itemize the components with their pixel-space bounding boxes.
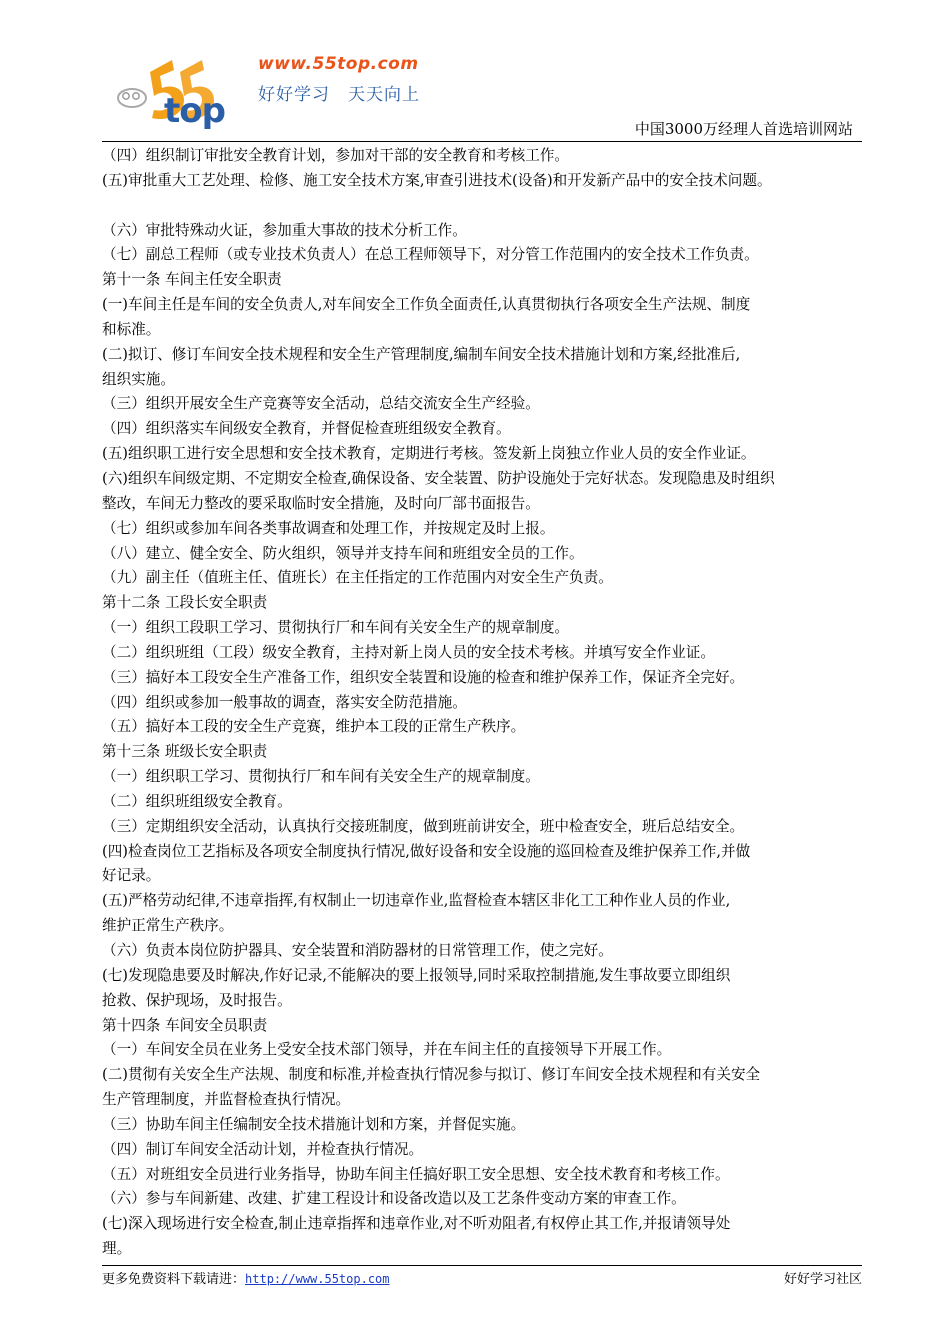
paragraph-line: （三）协助车间主任编制安全技术措施计划和方案，并督促实施。 (102, 1115, 526, 1133)
footer-download-note (102, 1268, 390, 1287)
paragraph-line: （四）组织落实车间级安全教育，并督促检查班组级安全教育。 (102, 420, 511, 438)
paragraph-line: (七)深入现场进行安全检查,制止违章指挥和违章作业,对不听劝阻者,有权停止其工作,并报请领导处 (102, 1215, 731, 1233)
paragraph-line: 整改，车间无力整改的要采取临时安全措施，及时向厂部书面报告。 (102, 494, 540, 512)
paragraph-line: (六)组织车间级定期、不定期安全检查,确保设备、安全装置、防护设施处于完好状态。发现隐患及时组织 (102, 469, 775, 487)
paragraph-line: （二）组织班组级安全教育。 (102, 792, 292, 810)
paragraph-line: （四）组织或参加一般事故的调查，落实安全防范措施。 (102, 693, 467, 711)
paragraph-line: 维护正常生产秩序。 (102, 917, 234, 935)
paragraph-line: （四）制订车间安全活动计划，并检查执行情况。 (102, 1140, 424, 1158)
paragraph-line: (四)检查岗位工艺指标及各项安全制度执行情况,做好设备和安全设施的巡回检查及维护保养工作,并做 (102, 842, 751, 860)
paragraph-line: (五)审批重大工艺处理、检修、施工安全技术方案,审查引进技术(设备)和开发新产品中的安全技术问题。 (102, 171, 772, 189)
footer-divider (102, 1265, 862, 1266)
paragraph-line: （六）参与车间新建、改建、扩建工程设计和设备改造以及工艺条件变动方案的审查工作。 (102, 1190, 686, 1208)
logo-mark-icon (110, 52, 260, 134)
paragraph-line: 和标准。 (102, 320, 161, 338)
blank-line (102, 194, 864, 219)
paragraph-line: （八）建立、健全安全、防火组织，领导并支持车间和班组安全员的工作。 (102, 544, 584, 562)
paragraph-line: （六）审批特殊动火证，参加重大事故的技术分析工作。 (102, 221, 467, 239)
paragraph-line: 组织实施。 (102, 370, 175, 388)
paragraph-line: (七)发现隐患要及时解决,作好记录,不能解决的要上报领导,同时采取控制措施,发生事故要立即组织 (102, 966, 731, 984)
paragraph-line: (一)车间主任是车间的安全负责人,对车间安全工作负全面责任,认真贯彻执行各项安全生产法规、制度 (102, 296, 751, 314)
section-heading: 第十四条 车间安全员职责 (102, 1016, 268, 1034)
paragraph-line: (二)贯彻有关安全生产法规、制度和标准,并检查执行情况参与拟订、修订车间安全技术规程和有关安全 (102, 1066, 761, 1084)
paragraph-line: （二）组织班组（工段）级安全教育，主持对新上岗人员的安全技术考核。并填写安全作业证。 (102, 643, 715, 661)
svg-text:top: top (164, 91, 225, 131)
paragraph-line: （一）组织工段职工学习、贯彻执行厂和车间有关安全生产的规章制度。 (102, 619, 570, 637)
paragraph-line: 理。 (102, 1240, 132, 1258)
section-heading: 第十三条 班级长安全职责 (102, 743, 268, 761)
site-tagline: 中国3000万经理人首选培训网站 (634, 120, 853, 138)
paragraph-line: 生产管理制度，并监督检查执行情况。 (102, 1091, 351, 1109)
footer-prefix: 更多免费资料下载请进： (102, 1272, 246, 1287)
logo-slogan: 好好学习 天天向上 (258, 85, 420, 105)
header-divider (102, 141, 862, 142)
paragraph-line: 好记录。 (102, 867, 161, 885)
paragraph-line: (五)组织职工进行安全思想和安全技术教育，定期进行考核。签发新上岗独立作业人员的安全作业证。 (102, 445, 756, 463)
paragraph-line: （六）负责本岗位防护器具、安全装置和消防器材的日常管理工作，使之完好。 (102, 942, 613, 959)
logo-url[interactable]: www.55top.com (258, 54, 419, 74)
paragraph-line: （七）组织或参加车间各类事故调查和处理工作，并按规定及时上报。 (102, 519, 555, 537)
site-logo[interactable] (110, 52, 430, 134)
page-header (0, 0, 950, 145)
paragraph-line: （五）搞好本工段的安全生产竞赛，维护本工段的正常生产秩序。 (102, 718, 526, 736)
paragraph-line: （三）定期组织安全活动，认真执行交接班制度，做到班前讲安全，班中检查安全，班后总结安全。 (102, 817, 745, 835)
footer-community: 好好学习社区 (783, 1272, 862, 1287)
paragraph-line: （四）组织制订审批安全教育计划，参加对干部的安全教育和考核工作。 (102, 147, 570, 164)
section-heading: 第十一条 车间主任安全职责 (102, 271, 282, 289)
paragraph-line: (二)拟订、修订车间安全技术规程和安全生产管理制度,编制车间安全技术措施计划和方案,经批准后, (102, 345, 741, 363)
paragraph-line: （一）组织职工学习、贯彻执行厂和车间有关安全生产的规章制度。 (102, 768, 540, 786)
paragraph-line: （三）搞好本工段安全生产准备工作，组织安全装置和设施的检查和维护保养工作，保证齐全完好。 (102, 668, 745, 686)
paragraph-line: （一）车间安全员在业务上受安全技术部门领导，并在车间主任的直接领导下开展工作。 (102, 1041, 672, 1059)
section-heading: 第十二条 工段长安全职责 (102, 594, 268, 612)
paragraph-line: 抢救、保护现场，及时报告。 (102, 991, 292, 1009)
paragraph-line: (五)严格劳动纪律,不违章指挥,有权制止一切违章作业,监督检查本辖区非化工工种作业人员的作业, (102, 892, 731, 910)
paragraph-line: （九）副主任（值班主任、值班长）在主任指定的工作范围内对安全生产负责。 (102, 569, 613, 587)
paragraph-line: （三）组织开展安全生产竞赛等安全活动，总结交流安全生产经验。 (102, 395, 540, 413)
paragraph-line: （七）副总工程师（或专业技术负责人）在总工程师领导下，对分管工作范围内的安全技术工作负责。 (102, 246, 759, 264)
footer-link[interactable]: http://www.55top.com (245, 1272, 390, 1286)
document-body (102, 144, 864, 1262)
paragraph-line: （五）对班组安全员进行业务指导，协助车间主任搞好职工安全思想、安全技术教育和考核工作。 (102, 1165, 730, 1183)
